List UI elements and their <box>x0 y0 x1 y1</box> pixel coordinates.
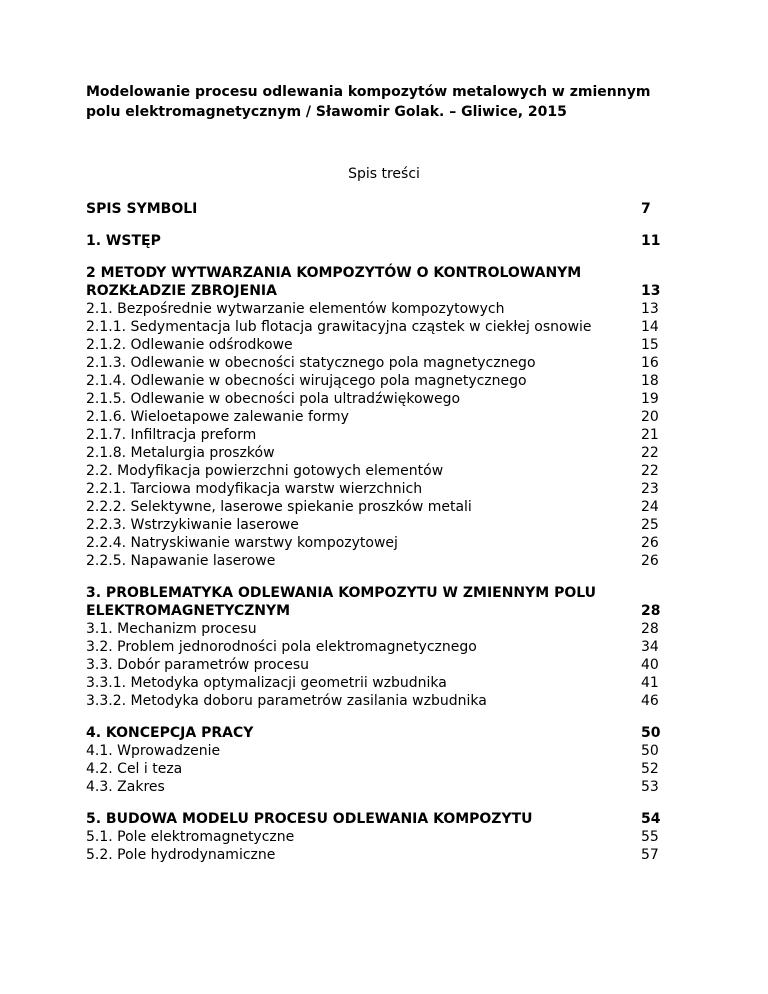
toc-entry-page: 16 <box>641 355 659 371</box>
toc-entry-title: 2.2.5. Napawanie laserowe <box>86 553 276 569</box>
toc-entry-page: 25 <box>641 517 659 533</box>
toc-entry-title: 2.2.2. Selektywne, laserowe spiekanie proszków metali <box>86 499 472 515</box>
toc-chapter <box>86 584 666 620</box>
toc-entry-page: 22 <box>641 445 659 461</box>
toc-entry-title: 2.1.5. Odlewanie w obecności pola ultradźwiękowego <box>86 391 461 407</box>
toc-entry-title: 5.1. Pole elektromagnetyczne <box>86 829 295 845</box>
toc-entry-page: 22 <box>641 463 659 479</box>
toc-entry-title: 2.1.3. Odlewanie w obecności statycznego pola magnetycznego <box>86 355 536 371</box>
toc-entry-page: 52 <box>641 761 659 777</box>
toc-entry <box>86 742 666 760</box>
toc-entry <box>86 778 666 796</box>
toc-entry-page: 21 <box>641 427 659 443</box>
toc-entry-page: 15 <box>641 337 659 353</box>
toc-entry-page: 55 <box>641 829 659 845</box>
toc-entry-page: 28 <box>641 621 659 637</box>
toc-entry-page: 19 <box>641 391 659 407</box>
toc-entry <box>86 846 666 864</box>
toc-chapter-title: 2 METODY WYTWARZANIA KOMPOZYTÓW O KONTROLOWANYM ROZKŁADZIE ZBROJENIA <box>86 265 582 299</box>
toc-chapter-title: 1. WSTĘP <box>86 233 161 249</box>
toc-entry <box>86 336 666 354</box>
toc-entry-title: 2.2.4. Natryskiwanie warstwy kompozytowej <box>86 535 398 551</box>
toc-entry-title: 2.1.1. Sedymentacja lub flotacja grawitacyjna cząstek w ciekłej osnowie <box>86 319 592 335</box>
toc-entry <box>86 692 666 710</box>
toc-chapter-page: 11 <box>641 233 661 249</box>
toc-entry <box>86 516 666 534</box>
toc-entry-page: 40 <box>641 657 659 673</box>
toc-entry-title: 4.1. Wprowadzenie <box>86 743 221 759</box>
toc-entry <box>86 534 666 552</box>
toc-entry-title: 2.1. Bezpośrednie wytwarzanie elementów kompozytowych <box>86 301 505 317</box>
toc-entry-page: 26 <box>641 553 659 569</box>
toc-chapter-page: 7 <box>641 201 651 217</box>
toc-entry <box>86 674 666 692</box>
toc-entry-title: 2.1.2. Odlewanie odśrodkowe <box>86 337 293 353</box>
toc-chapter <box>86 200 666 218</box>
toc-chapter <box>86 724 666 742</box>
toc-entry-title: 4.2. Cel i teza <box>86 761 183 777</box>
toc-entry <box>86 300 666 318</box>
toc-entry-title: 2.1.7. Infiltracja preform <box>86 427 257 443</box>
toc-entry-title: 5.2. Pole hydrodynamiczne <box>86 847 276 863</box>
toc-entry <box>86 760 666 778</box>
toc-entry-title: 3.2. Problem jednorodności pola elektromagnetycznego <box>86 639 477 655</box>
toc-entry-page: 14 <box>641 319 659 335</box>
toc-chapter-title: 4. KONCEPCJA PRACY <box>86 725 254 741</box>
toc-entry <box>86 444 666 462</box>
toc-entry <box>86 498 666 516</box>
toc-chapter-title: SPIS SYMBOLI <box>86 201 198 217</box>
toc-entry-page: 23 <box>641 481 659 497</box>
toc-entry-title: 3.3.2. Metodyka doboru parametrów zasilania wzbudnika <box>86 693 487 709</box>
toc-entry-title: 3.3. Dobór parametrów procesu <box>86 657 310 673</box>
toc-chapter-page: 28 <box>641 603 661 619</box>
toc-entry <box>86 480 666 498</box>
toc-entry <box>86 828 666 846</box>
toc-entry-title: 2.1.4. Odlewanie w obecności wirującego pola magnetycznego <box>86 373 527 389</box>
toc-chapter <box>86 264 666 300</box>
toc-entry <box>86 426 666 444</box>
toc-entry-title: 2.2.3. Wstrzykiwanie laserowe <box>86 517 299 533</box>
toc-entry <box>86 354 666 372</box>
toc-entry <box>86 390 666 408</box>
toc-entry <box>86 552 666 570</box>
toc-entry-page: 26 <box>641 535 659 551</box>
toc-entry-page: 50 <box>641 743 659 759</box>
table-of-contents <box>86 200 666 864</box>
toc-chapter-page: 54 <box>641 811 661 827</box>
toc-entry-page: 53 <box>641 779 659 795</box>
toc-entry <box>86 408 666 426</box>
toc-chapter-title: 3. PROBLEMATYKA ODLEWANIA KOMPOZYTU W ZMIENNYM POLU ELEKTROMAGNETYCZNYM <box>86 585 597 619</box>
toc-chapter-title: 5. BUDOWA MODELU PROCESU ODLEWANIA KOMPOZYTU <box>86 811 533 827</box>
toc-entry-page: 24 <box>641 499 659 515</box>
toc-entry-title: 2.2. Modyfikacja powierzchni gotowych elementów <box>86 463 444 479</box>
toc-entry-title: 2.1.8. Metalurgia proszków <box>86 445 275 461</box>
toc-entry-title: 3.3.1. Metodyka optymalizacji geometrii wzbudnika <box>86 675 447 691</box>
toc-entry-page: 41 <box>641 675 659 691</box>
toc-entry-page: 18 <box>641 373 659 389</box>
toc-entry-title: 2.1.6. Wieloetapowe zalewanie formy <box>86 409 349 425</box>
toc-entry <box>86 462 666 480</box>
toc-entry-page: 13 <box>641 301 659 317</box>
toc-chapter-page: 13 <box>641 283 661 299</box>
toc-chapter <box>86 810 666 828</box>
toc-entry <box>86 638 666 656</box>
toc-heading: Spis treści <box>348 166 420 182</box>
toc-entry <box>86 372 666 390</box>
toc-entry <box>86 620 666 638</box>
toc-entry-page: 46 <box>641 693 659 709</box>
toc-chapter <box>86 232 666 250</box>
toc-chapter-page: 50 <box>641 725 661 741</box>
toc-entry-title: 2.2.1. Tarciowa modyfikacja warstw wierzchnich <box>86 481 423 497</box>
book-title: Modelowanie procesu odlewania kompozytów metalowych w zmiennym polu elektromagnetycznym / Sławomir Golak. – Gliwice, 2015 <box>86 84 651 120</box>
toc-entry-title: 3.1. Mechanizm procesu <box>86 621 257 637</box>
toc-entry-page: 57 <box>641 847 659 863</box>
toc-entry-page: 34 <box>641 639 659 655</box>
toc-entry-title: 4.3. Zakres <box>86 779 165 795</box>
toc-entry <box>86 318 666 336</box>
toc-entry <box>86 656 666 674</box>
toc-entry-page: 20 <box>641 409 659 425</box>
